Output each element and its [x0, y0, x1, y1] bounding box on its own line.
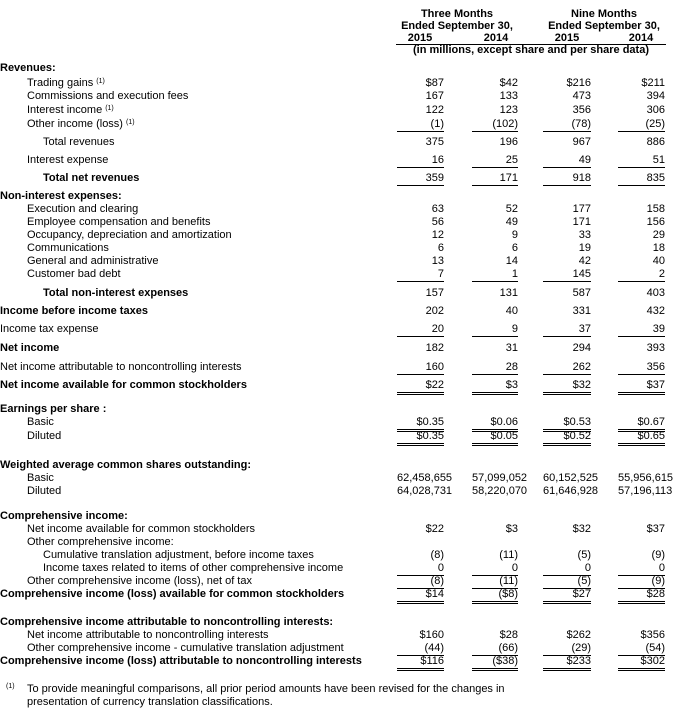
row-label: [27, 536, 174, 549]
row-value: 13: [431, 255, 444, 267]
header-year-2: 2014: [483, 32, 509, 44]
row-label: [27, 575, 252, 588]
row-value: 42: [578, 255, 591, 267]
header-year-4: 2014: [628, 32, 654, 44]
row-value: 29: [652, 229, 665, 241]
row-label-text: Occupancy, depreciation and amortization: [27, 229, 232, 241]
table-row: [0, 287, 683, 300]
row-value: 356: [618, 361, 665, 375]
row-value: 886: [646, 136, 665, 148]
row-label: [27, 629, 269, 642]
row-value: 587: [572, 287, 591, 299]
row-value: $0.35: [397, 416, 444, 432]
row-value: 122: [425, 104, 444, 116]
row-value: 12: [431, 229, 444, 241]
header-nine-months-line1: Nine Months: [571, 8, 637, 20]
row-label-text: Execution and clearing: [27, 203, 139, 215]
row-label: [0, 379, 247, 392]
row-value: $0.05: [472, 430, 518, 446]
row-label: [27, 203, 138, 216]
row-label-text: Net income: [0, 342, 60, 354]
row-value: (54): [618, 642, 665, 656]
row-label: [27, 104, 114, 117]
table-row: [0, 536, 683, 549]
row-label: [43, 136, 115, 149]
row-label: [27, 154, 108, 167]
row-value: 157: [425, 287, 444, 299]
footnote-text-line1: To provide meaningful comparisons, all prior period amounts have been revised for the changes in: [27, 683, 505, 695]
row-value: 0: [618, 562, 665, 576]
row-value: 28: [472, 361, 518, 375]
row-value: $262: [566, 629, 591, 641]
row-label-text: Customer bad debt: [27, 268, 121, 280]
row-value: 918: [543, 172, 591, 186]
row-label-text: Trading gains: [27, 77, 94, 89]
row-label: [27, 77, 105, 90]
row-label: [27, 216, 210, 229]
row-value: 160: [397, 361, 444, 375]
row-label-text: Comprehensive income (loss) available for common stockholders: [0, 588, 345, 600]
row-label: [27, 642, 344, 655]
row-label: [0, 655, 362, 668]
header-units: (in millions, except share and per share data): [413, 44, 649, 56]
table-row: [0, 510, 683, 523]
row-value: $87: [425, 77, 444, 89]
row-value: $42: [499, 77, 518, 89]
row-value: 196: [499, 136, 518, 148]
row-value: $37: [646, 523, 665, 535]
footnote-reference: (1): [105, 105, 114, 112]
row-value: 51: [618, 154, 665, 168]
row-label-text: Income tax expense: [0, 323, 99, 335]
table-row: [0, 136, 683, 149]
row-value: ($38): [472, 655, 518, 671]
row-label: [0, 305, 148, 318]
row-label-text: Weighted average common shares outstanding:: [0, 459, 252, 471]
row-value: 31: [505, 342, 518, 354]
header-nine-months: [543, 8, 665, 32]
row-label: [0, 510, 128, 523]
row-label-text: Basic: [27, 416, 54, 428]
row-label-text: Net income available for common stockholders: [0, 379, 247, 391]
row-label-text: Other comprehensive income:: [27, 536, 174, 548]
row-value: 375: [425, 136, 444, 148]
row-value: (44): [397, 642, 444, 656]
footnote-marker: (1): [6, 683, 15, 690]
row-value: 7: [397, 268, 444, 282]
row-label: [43, 172, 139, 185]
table-row: [0, 323, 683, 336]
row-label-text: Comprehensive income attributable to noncontrolling interests:: [0, 616, 334, 628]
row-value: 6: [511, 242, 518, 254]
footnote-text-line2: presentation of currency translation classifications.: [27, 696, 273, 708]
row-value: (102): [472, 118, 518, 132]
footnote-reference: (1): [96, 78, 105, 85]
row-value: 0: [397, 562, 444, 576]
table-row: [0, 118, 683, 131]
row-label: [27, 523, 255, 536]
row-value: 171: [572, 216, 591, 228]
row-label: [27, 268, 121, 281]
row-value: 14: [505, 255, 518, 267]
row-label: [0, 62, 56, 75]
row-value: (8): [397, 575, 444, 589]
table-row: [0, 190, 683, 203]
row-value: $211: [641, 77, 665, 89]
row-label-text: Comprehensive income:: [0, 510, 128, 522]
row-value: 9: [472, 323, 518, 337]
row-value: 16: [397, 154, 444, 168]
row-value: (5): [577, 549, 591, 561]
row-label: [0, 459, 251, 472]
row-value: 2: [618, 268, 665, 282]
header-nine-months-line2: Ended September 30,: [548, 20, 660, 32]
row-value: 62,458,655: [397, 472, 453, 484]
row-label-text: Total revenues: [43, 136, 115, 148]
row-value: 6: [437, 242, 444, 254]
row-value: $216: [566, 77, 591, 89]
row-value: $28: [618, 588, 665, 604]
table-row: [0, 616, 683, 629]
row-value: $0.35: [397, 430, 444, 446]
table-row: [0, 62, 683, 75]
row-value: 20: [397, 323, 444, 337]
table-row: [0, 268, 683, 281]
table-row: [0, 416, 683, 429]
header-year-3: 2015: [554, 32, 580, 44]
row-value: 394: [646, 90, 665, 102]
row-value: 167: [425, 90, 444, 102]
row-value: 49: [505, 216, 518, 228]
table-row: [0, 154, 683, 167]
row-value: $116: [397, 655, 444, 671]
row-value: 49: [543, 154, 591, 168]
row-value: 58,220,070: [472, 485, 528, 497]
table-row: [0, 90, 683, 103]
row-value: 56: [431, 216, 444, 228]
row-label-text: Revenues:: [0, 62, 56, 74]
row-value: $22: [397, 379, 444, 395]
row-label: [27, 90, 188, 103]
table-row: [0, 403, 683, 416]
row-value: 19: [578, 242, 591, 254]
row-label-text: Other income (loss): [27, 118, 123, 130]
row-value: $37: [618, 379, 665, 395]
row-label: [0, 403, 106, 416]
header-three-months-line2: Ended September 30,: [401, 20, 513, 32]
row-label-text: Net income attributable to noncontrolling interests: [0, 361, 242, 373]
row-label: [0, 342, 59, 355]
row-label-text: Total non-interest expenses: [43, 287, 189, 299]
row-value: $160: [419, 629, 444, 641]
table-row: [0, 485, 683, 498]
row-value: (11): [499, 549, 518, 561]
row-value: 967: [572, 136, 591, 148]
row-value: (1): [397, 118, 444, 132]
table-row: [0, 203, 683, 216]
row-value: $3: [472, 379, 518, 395]
table-row: [0, 549, 683, 562]
row-label: [43, 287, 188, 300]
row-label: [27, 242, 109, 255]
row-value: $356: [640, 629, 665, 641]
row-label-text: Non-interest expenses:: [0, 190, 122, 202]
row-value: 158: [646, 203, 665, 215]
row-value: 37: [543, 323, 591, 337]
row-label-text: Income taxes related to items of other comprehensive income: [43, 562, 344, 574]
row-value: 57,196,113: [618, 485, 673, 497]
row-value: (25): [618, 118, 665, 132]
row-label-text: Net income attributable to noncontrolling interests: [27, 629, 269, 641]
row-value: 331: [572, 305, 591, 317]
row-value: 835: [618, 172, 665, 186]
row-value: 123: [499, 104, 518, 116]
row-label: [27, 229, 232, 242]
row-value: $32: [572, 523, 591, 535]
row-label-text: Comprehensive income (loss) attributable to noncontrolling interests: [0, 655, 362, 667]
row-value: 40: [652, 255, 665, 267]
row-label: [27, 416, 54, 429]
row-label-text: General and administrative: [27, 255, 159, 267]
row-value: $0.53: [543, 416, 591, 432]
row-value: 57,099,052: [472, 472, 528, 484]
table-row: [0, 216, 683, 229]
row-value: $32: [543, 379, 591, 395]
table-row: [0, 361, 683, 374]
footnote-reference: (1): [125, 119, 135, 126]
table-row: [0, 642, 683, 655]
row-value: 0: [543, 562, 591, 576]
table-row: [0, 523, 683, 536]
table-row: [0, 575, 683, 588]
row-label-text: Basic: [27, 472, 54, 484]
row-value: 356: [572, 104, 591, 116]
table-row: [0, 459, 683, 472]
row-label-text: Employee compensation and benefits: [27, 216, 211, 228]
row-value: (29): [543, 642, 591, 656]
table-row: [0, 472, 683, 485]
row-value: 52: [505, 203, 518, 215]
row-value: (78): [543, 118, 591, 132]
row-value: (11): [472, 575, 518, 589]
row-label: [0, 616, 333, 629]
row-value: $0.52: [543, 430, 591, 446]
row-label-text: Earnings per share :: [0, 403, 107, 415]
row-label: [27, 118, 135, 131]
table-row: [0, 655, 683, 668]
row-value: (5): [543, 575, 591, 589]
row-value: 294: [572, 342, 591, 354]
row-label-text: Other comprehensive income (loss), net of tax: [27, 575, 252, 587]
row-label-text: Total net revenues: [43, 172, 140, 184]
row-label: [27, 255, 158, 268]
table-row: [0, 588, 683, 601]
row-value: $233: [543, 655, 591, 671]
row-label-text: Income before income taxes: [0, 305, 148, 317]
row-label: [0, 190, 122, 203]
row-value: 63: [431, 203, 444, 215]
table-row: [0, 379, 683, 392]
row-value: 9: [511, 229, 518, 241]
row-value: $3: [505, 523, 518, 535]
row-label: [27, 430, 61, 443]
table-row: [0, 562, 683, 575]
row-value: 0: [472, 562, 518, 576]
table-row: [0, 104, 683, 117]
row-label: [43, 549, 314, 562]
row-label-text: Diluted: [27, 485, 62, 497]
row-value: 60,152,525: [543, 472, 599, 484]
row-value: 131: [499, 287, 518, 299]
row-value: 182: [425, 342, 444, 354]
row-label: [0, 588, 344, 601]
row-label-text: Communications: [27, 242, 109, 254]
table-row: [0, 305, 683, 318]
row-value: 473: [572, 90, 591, 102]
header-year-1: 2015: [407, 32, 433, 44]
row-value: 61,646,928: [543, 485, 599, 497]
table-row: [0, 629, 683, 642]
row-label-text: Other comprehensive income - cumulative translation adjustment: [27, 642, 344, 654]
row-value: 306: [646, 104, 665, 116]
header-three-months: [396, 8, 518, 32]
row-value: 156: [646, 216, 665, 228]
row-label-text: Net income available for common stockholders: [27, 523, 256, 535]
table-row: [0, 255, 683, 268]
row-value: ($8): [472, 588, 518, 604]
row-value: (66): [472, 642, 518, 656]
row-value: $28: [499, 629, 518, 641]
table-row: [0, 430, 683, 443]
header-three-months-line1: Three Months: [420, 8, 494, 20]
row-value: (9): [618, 575, 665, 589]
row-label: [0, 323, 98, 336]
row-value: $0.06: [472, 416, 518, 432]
row-value: $27: [543, 588, 591, 604]
row-value: 25: [472, 154, 518, 168]
row-label: [27, 472, 54, 485]
row-label-text: Commissions and execution fees: [27, 90, 189, 102]
row-value: 40: [505, 305, 518, 317]
row-label: [0, 361, 242, 374]
table-row: [0, 229, 683, 242]
row-label-text: Interest income: [27, 104, 103, 116]
row-value: 359: [397, 172, 444, 186]
row-label-text: Diluted: [27, 430, 62, 442]
row-value: 432: [646, 305, 665, 317]
row-value: 39: [618, 323, 665, 337]
row-value: 64,028,731: [397, 485, 453, 497]
row-value: (8): [430, 549, 444, 561]
row-value: 171: [472, 172, 518, 186]
row-value: $14: [397, 588, 444, 604]
row-value: $22: [425, 523, 444, 535]
table-row: [0, 77, 683, 90]
row-value: 33: [578, 229, 591, 241]
row-value: 1: [472, 268, 518, 282]
table-row: [0, 172, 683, 185]
row-value: 55,956,615: [618, 472, 674, 484]
row-value: $0.65: [618, 430, 665, 446]
row-value: 18: [652, 242, 665, 254]
row-value: 202: [425, 305, 444, 317]
table-row: [0, 342, 683, 355]
row-label-text: Interest expense: [27, 154, 109, 166]
row-value: $302: [618, 655, 665, 671]
row-label: [43, 562, 343, 575]
row-value: $0.67: [618, 416, 665, 432]
row-value: 262: [543, 361, 591, 375]
row-value: 393: [646, 342, 665, 354]
row-label-text: Cumulative translation adjustment, before income taxes: [43, 549, 314, 561]
row-value: 403: [646, 287, 665, 299]
row-label: [27, 485, 61, 498]
row-value: 133: [499, 90, 518, 102]
row-value: 145: [543, 268, 591, 282]
table-row: [0, 242, 683, 255]
row-value: 177: [572, 203, 591, 215]
row-value: (9): [651, 549, 665, 561]
